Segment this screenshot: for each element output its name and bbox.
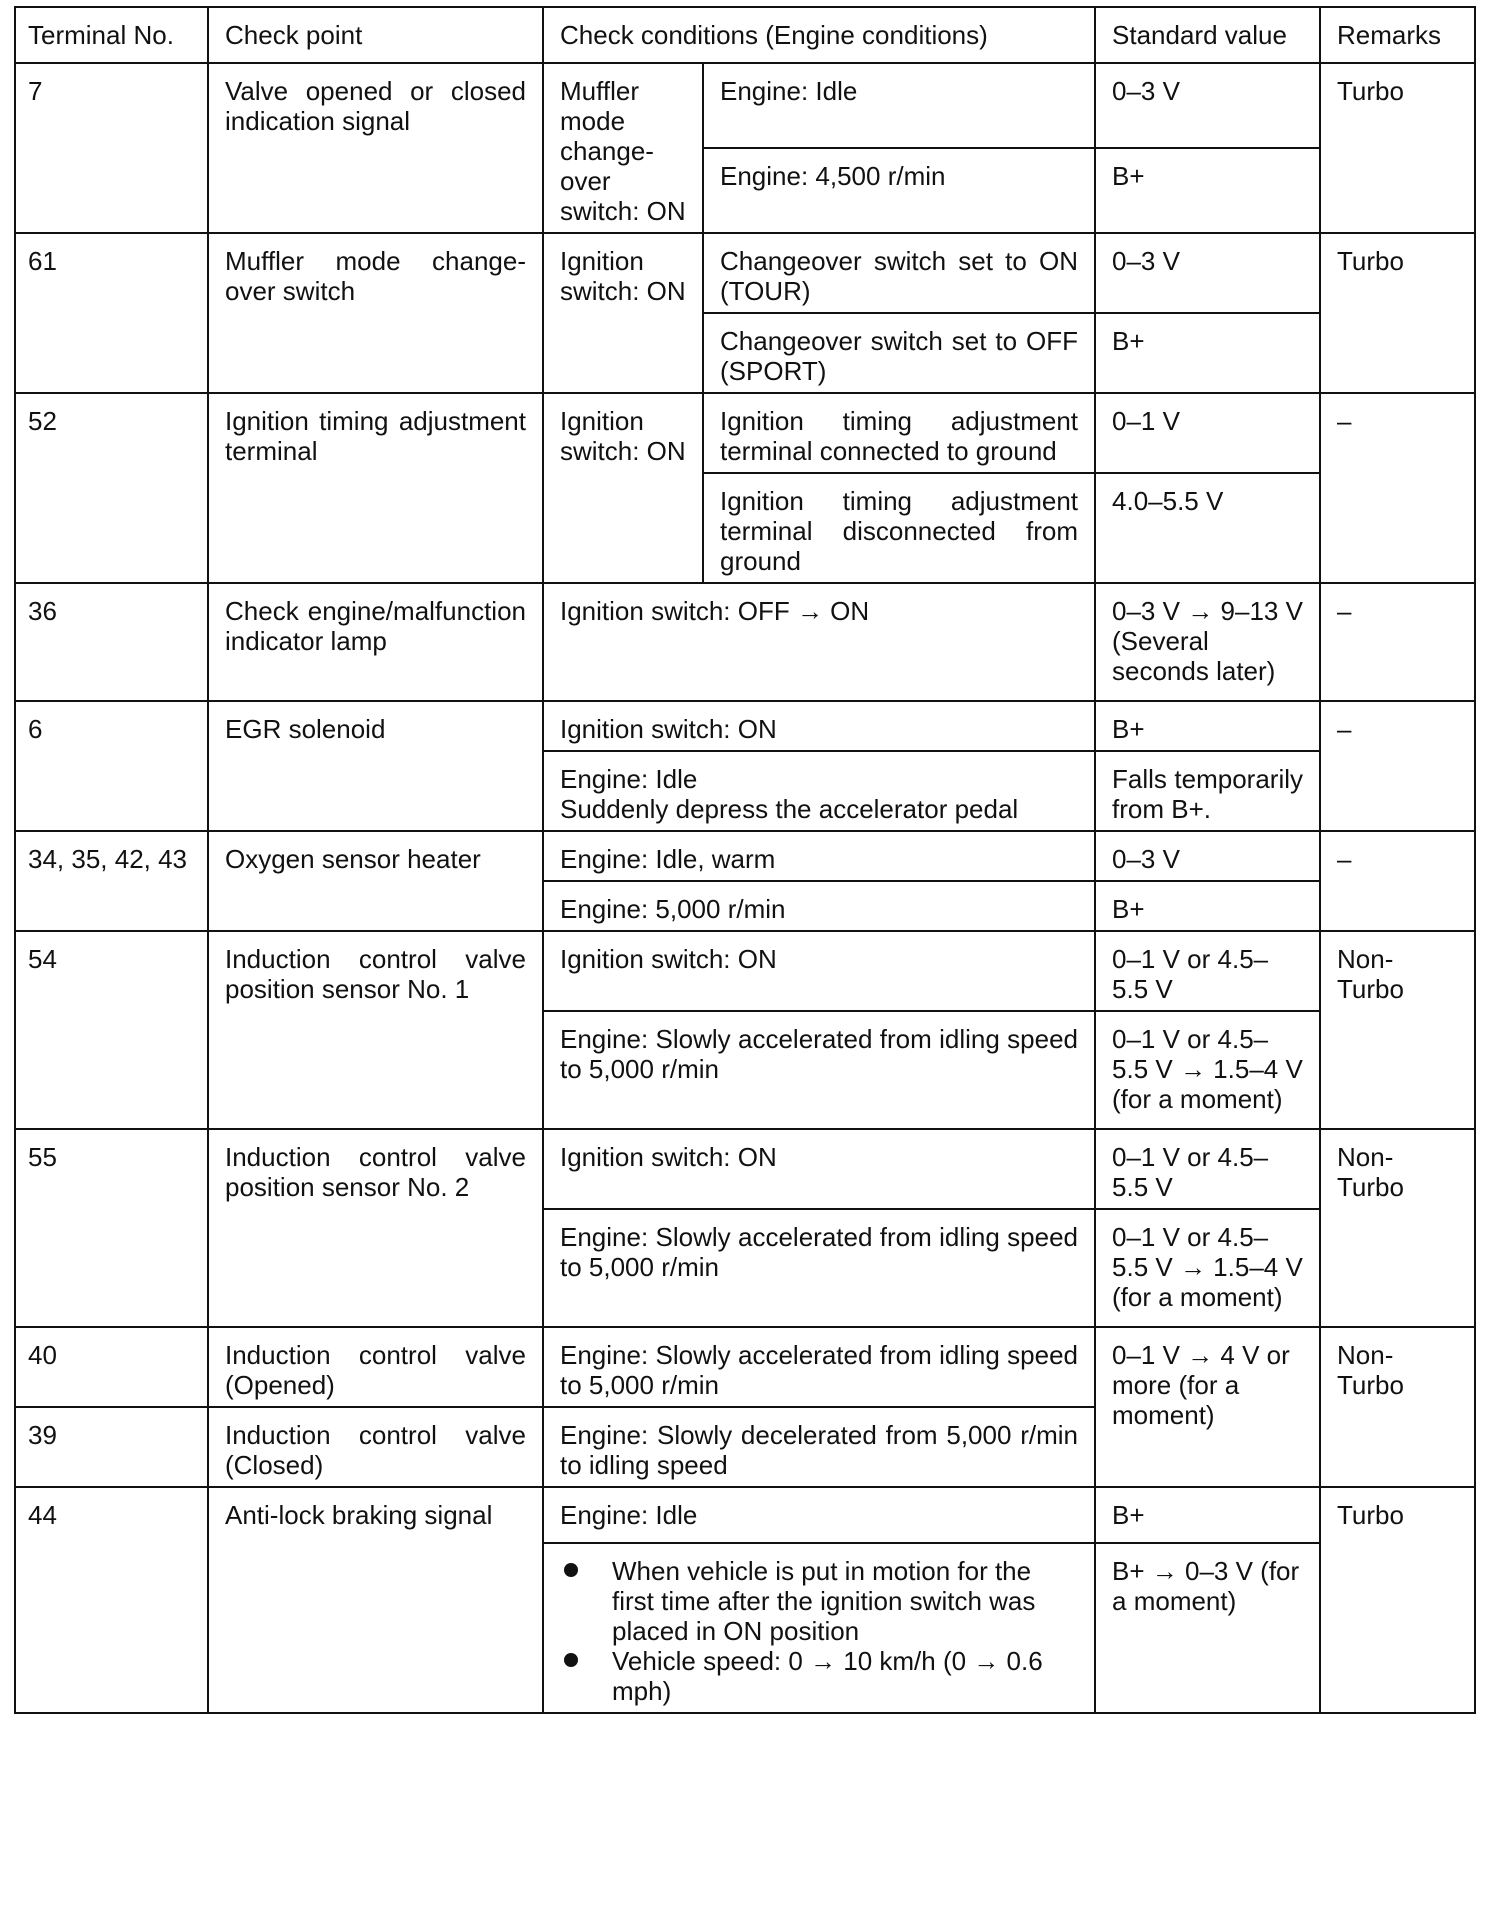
header-terminal: Terminal No.	[15, 7, 208, 63]
standard-value: 0–1 V → 4 V or more (for a moment)	[1095, 1327, 1320, 1487]
standard-value: B+ → 0–3 V (for a moment)	[1095, 1543, 1320, 1713]
condition: Engine: Idle	[543, 1487, 1095, 1543]
bullet-text: Vehicle speed: 0 → 10 km/h (0 → 0.6 mph)	[612, 1646, 1043, 1706]
check-point: Induction control valve (Opened)	[208, 1327, 543, 1407]
condition: Engine: Idle Suddenly depress the accelerator pedal	[543, 751, 1095, 831]
condition: Ignition switch: OFF → ON	[543, 583, 1095, 701]
header-standard-value: Standard value	[1095, 7, 1320, 63]
condition: Changeover switch set to OFF (SPORT)	[703, 313, 1095, 393]
condition: Changeover switch set to ON (TOUR)	[703, 233, 1095, 313]
standard-value: 0–3 V	[1095, 831, 1320, 881]
remarks: Turbo	[1320, 63, 1475, 233]
bullet-icon	[564, 1653, 578, 1667]
header-check-conditions: Check conditions (Engine conditions)	[543, 7, 1095, 63]
check-point: Induction control valve position sensor No. 1	[208, 931, 543, 1129]
terminal-number: 36	[15, 583, 208, 701]
list-item	[560, 1556, 1078, 1646]
terminal-check-table	[14, 6, 1476, 1714]
check-point: Valve opened or closed indication signal	[208, 63, 543, 233]
standard-value: B+	[1095, 1487, 1320, 1543]
bullet-text: When vehicle is put in motion for the first time after the ignition switch was placed in ON position	[612, 1556, 1036, 1646]
condition: Ignition switch: ON	[543, 701, 1095, 751]
table-row	[15, 393, 1475, 473]
terminal-number: 7	[15, 63, 208, 233]
remarks: –	[1320, 583, 1475, 701]
standard-value: 4.0–5.5 V	[1095, 473, 1320, 583]
standard-value: 0–1 V	[1095, 393, 1320, 473]
table-row	[15, 831, 1475, 881]
condition: Engine: Slowly decelerated from 5,000 r/min to idling speed	[543, 1407, 1095, 1487]
terminal-number: 44	[15, 1487, 208, 1713]
check-point: Ignition timing adjustment terminal	[208, 393, 543, 583]
standard-value: Falls temporarily from B+.	[1095, 751, 1320, 831]
check-point: EGR solenoid	[208, 701, 543, 831]
table-row	[15, 63, 1475, 148]
condition: Ignition timing adjustment terminal connected to ground	[703, 393, 1095, 473]
table-row	[15, 701, 1475, 751]
condition: Engine: Slowly accelerated from idling speed to 5,000 r/min	[543, 1209, 1095, 1327]
remarks: Turbo	[1320, 233, 1475, 393]
check-point: Induction control valve position sensor No. 2	[208, 1129, 543, 1327]
check-point: Induction control valve (Closed)	[208, 1407, 543, 1487]
table-row	[15, 583, 1475, 701]
condition-group: Ignition switch: ON	[543, 393, 703, 583]
condition-bullet-list	[560, 1556, 1078, 1706]
standard-value: B+	[1095, 313, 1320, 393]
standard-value: 0–3 V	[1095, 233, 1320, 313]
remarks: –	[1320, 393, 1475, 583]
condition-group: Ignition switch: ON	[543, 233, 703, 393]
table-row	[15, 233, 1475, 313]
condition: Engine: 4,500 r/min	[703, 148, 1095, 233]
standard-value: 0–3 V → 9–13 V (Several seconds later)	[1095, 583, 1320, 701]
table-row	[15, 1487, 1475, 1543]
standard-value: B+	[1095, 148, 1320, 233]
terminal-number: 6	[15, 701, 208, 831]
table-row	[15, 1129, 1475, 1209]
remarks: –	[1320, 701, 1475, 831]
condition: Engine: Slowly accelerated from idling speed to 5,000 r/min	[543, 1327, 1095, 1407]
condition: Ignition switch: ON	[543, 931, 1095, 1011]
condition: Engine: 5,000 r/min	[543, 881, 1095, 931]
condition: Ignition timing adjustment terminal disconnected from ground	[703, 473, 1095, 583]
check-point: Anti-lock braking signal	[208, 1487, 543, 1713]
remarks: Turbo	[1320, 1487, 1475, 1713]
list-item	[560, 1646, 1078, 1706]
table-row	[15, 931, 1475, 1011]
condition-group: Muffler mode change-over switch: ON	[543, 63, 703, 233]
standard-value: 0–3 V	[1095, 63, 1320, 148]
check-point: Oxygen sensor heater	[208, 831, 543, 931]
standard-value: 0–1 V or 4.5–5.5 V → 1.5–4 V (for a moment)	[1095, 1209, 1320, 1327]
condition: Ignition switch: ON	[543, 1129, 1095, 1209]
terminal-number: 52	[15, 393, 208, 583]
condition: Engine: Idle	[703, 63, 1095, 148]
check-point: Muffler mode change-over switch	[208, 233, 543, 393]
bullet-icon	[564, 1563, 578, 1577]
standard-value: B+	[1095, 881, 1320, 931]
standard-value: B+	[1095, 701, 1320, 751]
terminal-number: 54	[15, 931, 208, 1129]
table-header-row	[15, 7, 1475, 63]
condition: Engine: Slowly accelerated from idling speed to 5,000 r/min	[543, 1011, 1095, 1129]
standard-value: 0–1 V or 4.5–5.5 V → 1.5–4 V (for a moment)	[1095, 1011, 1320, 1129]
terminal-number: 34, 35, 42, 43	[15, 831, 208, 931]
header-remarks: Remarks	[1320, 7, 1475, 63]
remarks: Non-Turbo	[1320, 1129, 1475, 1327]
terminal-number: 40	[15, 1327, 208, 1407]
header-check-point: Check point	[208, 7, 543, 63]
remarks: Non-Turbo	[1320, 931, 1475, 1129]
table-row	[15, 1327, 1475, 1407]
condition: Engine: Idle, warm	[543, 831, 1095, 881]
remarks: Non-Turbo	[1320, 1327, 1475, 1487]
check-point: Check engine/malfunction indicator lamp	[208, 583, 543, 701]
standard-value: 0–1 V or 4.5–5.5 V	[1095, 1129, 1320, 1209]
remarks: –	[1320, 831, 1475, 931]
standard-value: 0–1 V or 4.5–5.5 V	[1095, 931, 1320, 1011]
terminal-number: 61	[15, 233, 208, 393]
condition	[543, 1543, 1095, 1713]
terminal-number: 39	[15, 1407, 208, 1487]
terminal-number: 55	[15, 1129, 208, 1327]
